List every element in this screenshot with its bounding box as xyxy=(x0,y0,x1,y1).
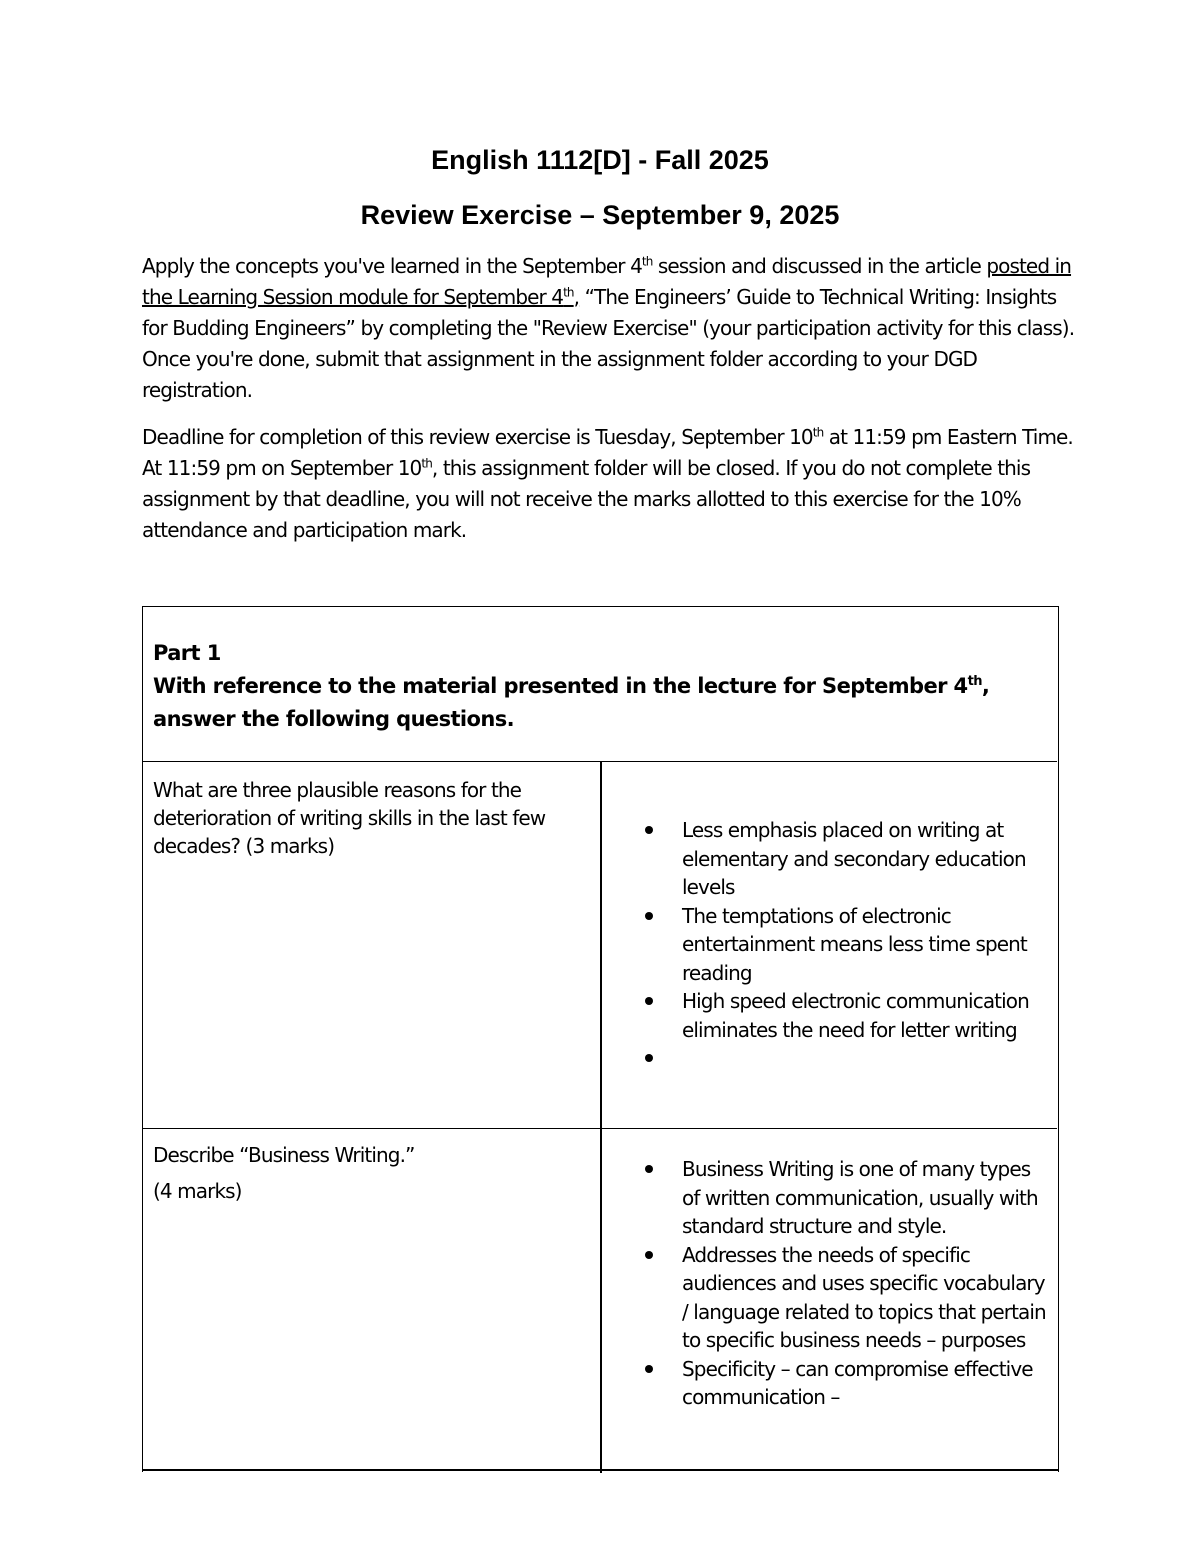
part-instruction xyxy=(153,670,1047,736)
document-subtitle: Review Exercise – September 9, 2025 xyxy=(360,200,840,230)
bullet-icon xyxy=(645,1165,653,1173)
question-cell xyxy=(153,1141,588,1205)
answer-text: Business Writing is one of many types of written communication, usually with standard structure and style. xyxy=(682,1157,1038,1238)
part-instruction-text-1: With reference to the material presented in the lecture for September 4 xyxy=(153,674,968,698)
deadline-paragraph xyxy=(142,422,1082,546)
deadline-text-part-2: at 11:59 pm Eastern Time. At 11:59 pm on September 10 xyxy=(142,425,1073,480)
intro-paragraph xyxy=(142,251,1082,406)
bullet-icon xyxy=(645,912,653,920)
answer-bullet-item-empty xyxy=(637,1044,1051,1072)
part-instruction-text-2: , answer the following questions. xyxy=(153,674,990,731)
question-text: What are three plausible reasons for the deterioration of writing skills in the last few decades? (3 marks) xyxy=(153,778,546,858)
bullet-icon xyxy=(645,1365,653,1373)
deadline-text-part-1: Deadline for completion of this review exercise is Tuesday, September 10 xyxy=(142,425,813,449)
bullet-icon xyxy=(645,1251,653,1259)
intro-superscript-1: th xyxy=(641,254,653,269)
table-row xyxy=(143,1129,1057,1473)
answer-text: The temptations of electronic entertainment means less time spent reading xyxy=(682,903,1027,985)
deadline-superscript-2: th xyxy=(421,456,432,471)
part-instruction-superscript: th xyxy=(967,674,982,689)
answer-bullet-item xyxy=(637,902,1051,988)
question-text: Describe “Business Writing.” xyxy=(153,1143,415,1167)
link-text: posted in the Learning Session module for September 4 xyxy=(142,254,1072,309)
table-bottom-border xyxy=(142,1469,1059,1471)
answer-cell[interactable] xyxy=(637,816,1051,1072)
answer-bullet-item xyxy=(637,987,1051,1044)
bullet-icon xyxy=(645,1054,653,1062)
answer-bullet-item xyxy=(637,1355,1051,1412)
question-cell xyxy=(153,776,588,860)
deadline-text-part-3: , this assignment folder will be closed. If you do not complete this assignment by that deadline, you will not receive the marks allotted to this exercise for the 10% attendance and participation mark. xyxy=(142,456,1031,542)
answer-bullet-item xyxy=(637,1155,1051,1241)
part-header-cell xyxy=(143,607,1057,762)
intro-text-part-3: “The Engineers’ Guide to Technical Writing: Insights for Budding Engineers” by completing the "Review Exercise" (your participation activity for this class). Once you're done, submit that assignment in the assignment folder according to your DGD registration. xyxy=(142,285,1075,402)
bullet-icon xyxy=(645,826,653,834)
answer-text: Specificity – can compromise effective communication – xyxy=(682,1356,1033,1409)
part-label: Part 1 xyxy=(153,641,221,665)
answer-text: Addresses the needs of specific audiences and uses specific vocabulary / language related to topics that pertain to specific business needs – purposes xyxy=(682,1242,1046,1352)
link-superscript: th xyxy=(563,285,574,300)
link-comma: , xyxy=(573,285,580,309)
intro-text-part-1: Apply the concepts you've learned in the September 4 xyxy=(142,254,642,278)
marks-text: (4 marks) xyxy=(153,1179,242,1203)
answer-text: Less emphasis placed on writing at elementary and secondary education levels xyxy=(682,818,1026,899)
bullet-icon xyxy=(645,997,653,1005)
document-title: English 1112[D] - Fall 2025 xyxy=(431,145,769,175)
deadline-superscript-1: th xyxy=(812,425,824,440)
answer-bullet-item xyxy=(637,1241,1051,1355)
answer-text: High speed electronic communication eliminates the need for letter writing xyxy=(682,989,1029,1042)
intro-text-part-2: session and discussed in the article xyxy=(652,254,987,278)
answer-bullet-item xyxy=(637,816,1051,902)
exercise-table xyxy=(142,606,1059,1472)
table-row xyxy=(143,762,1057,1129)
answer-cell[interactable] xyxy=(637,1155,1051,1412)
